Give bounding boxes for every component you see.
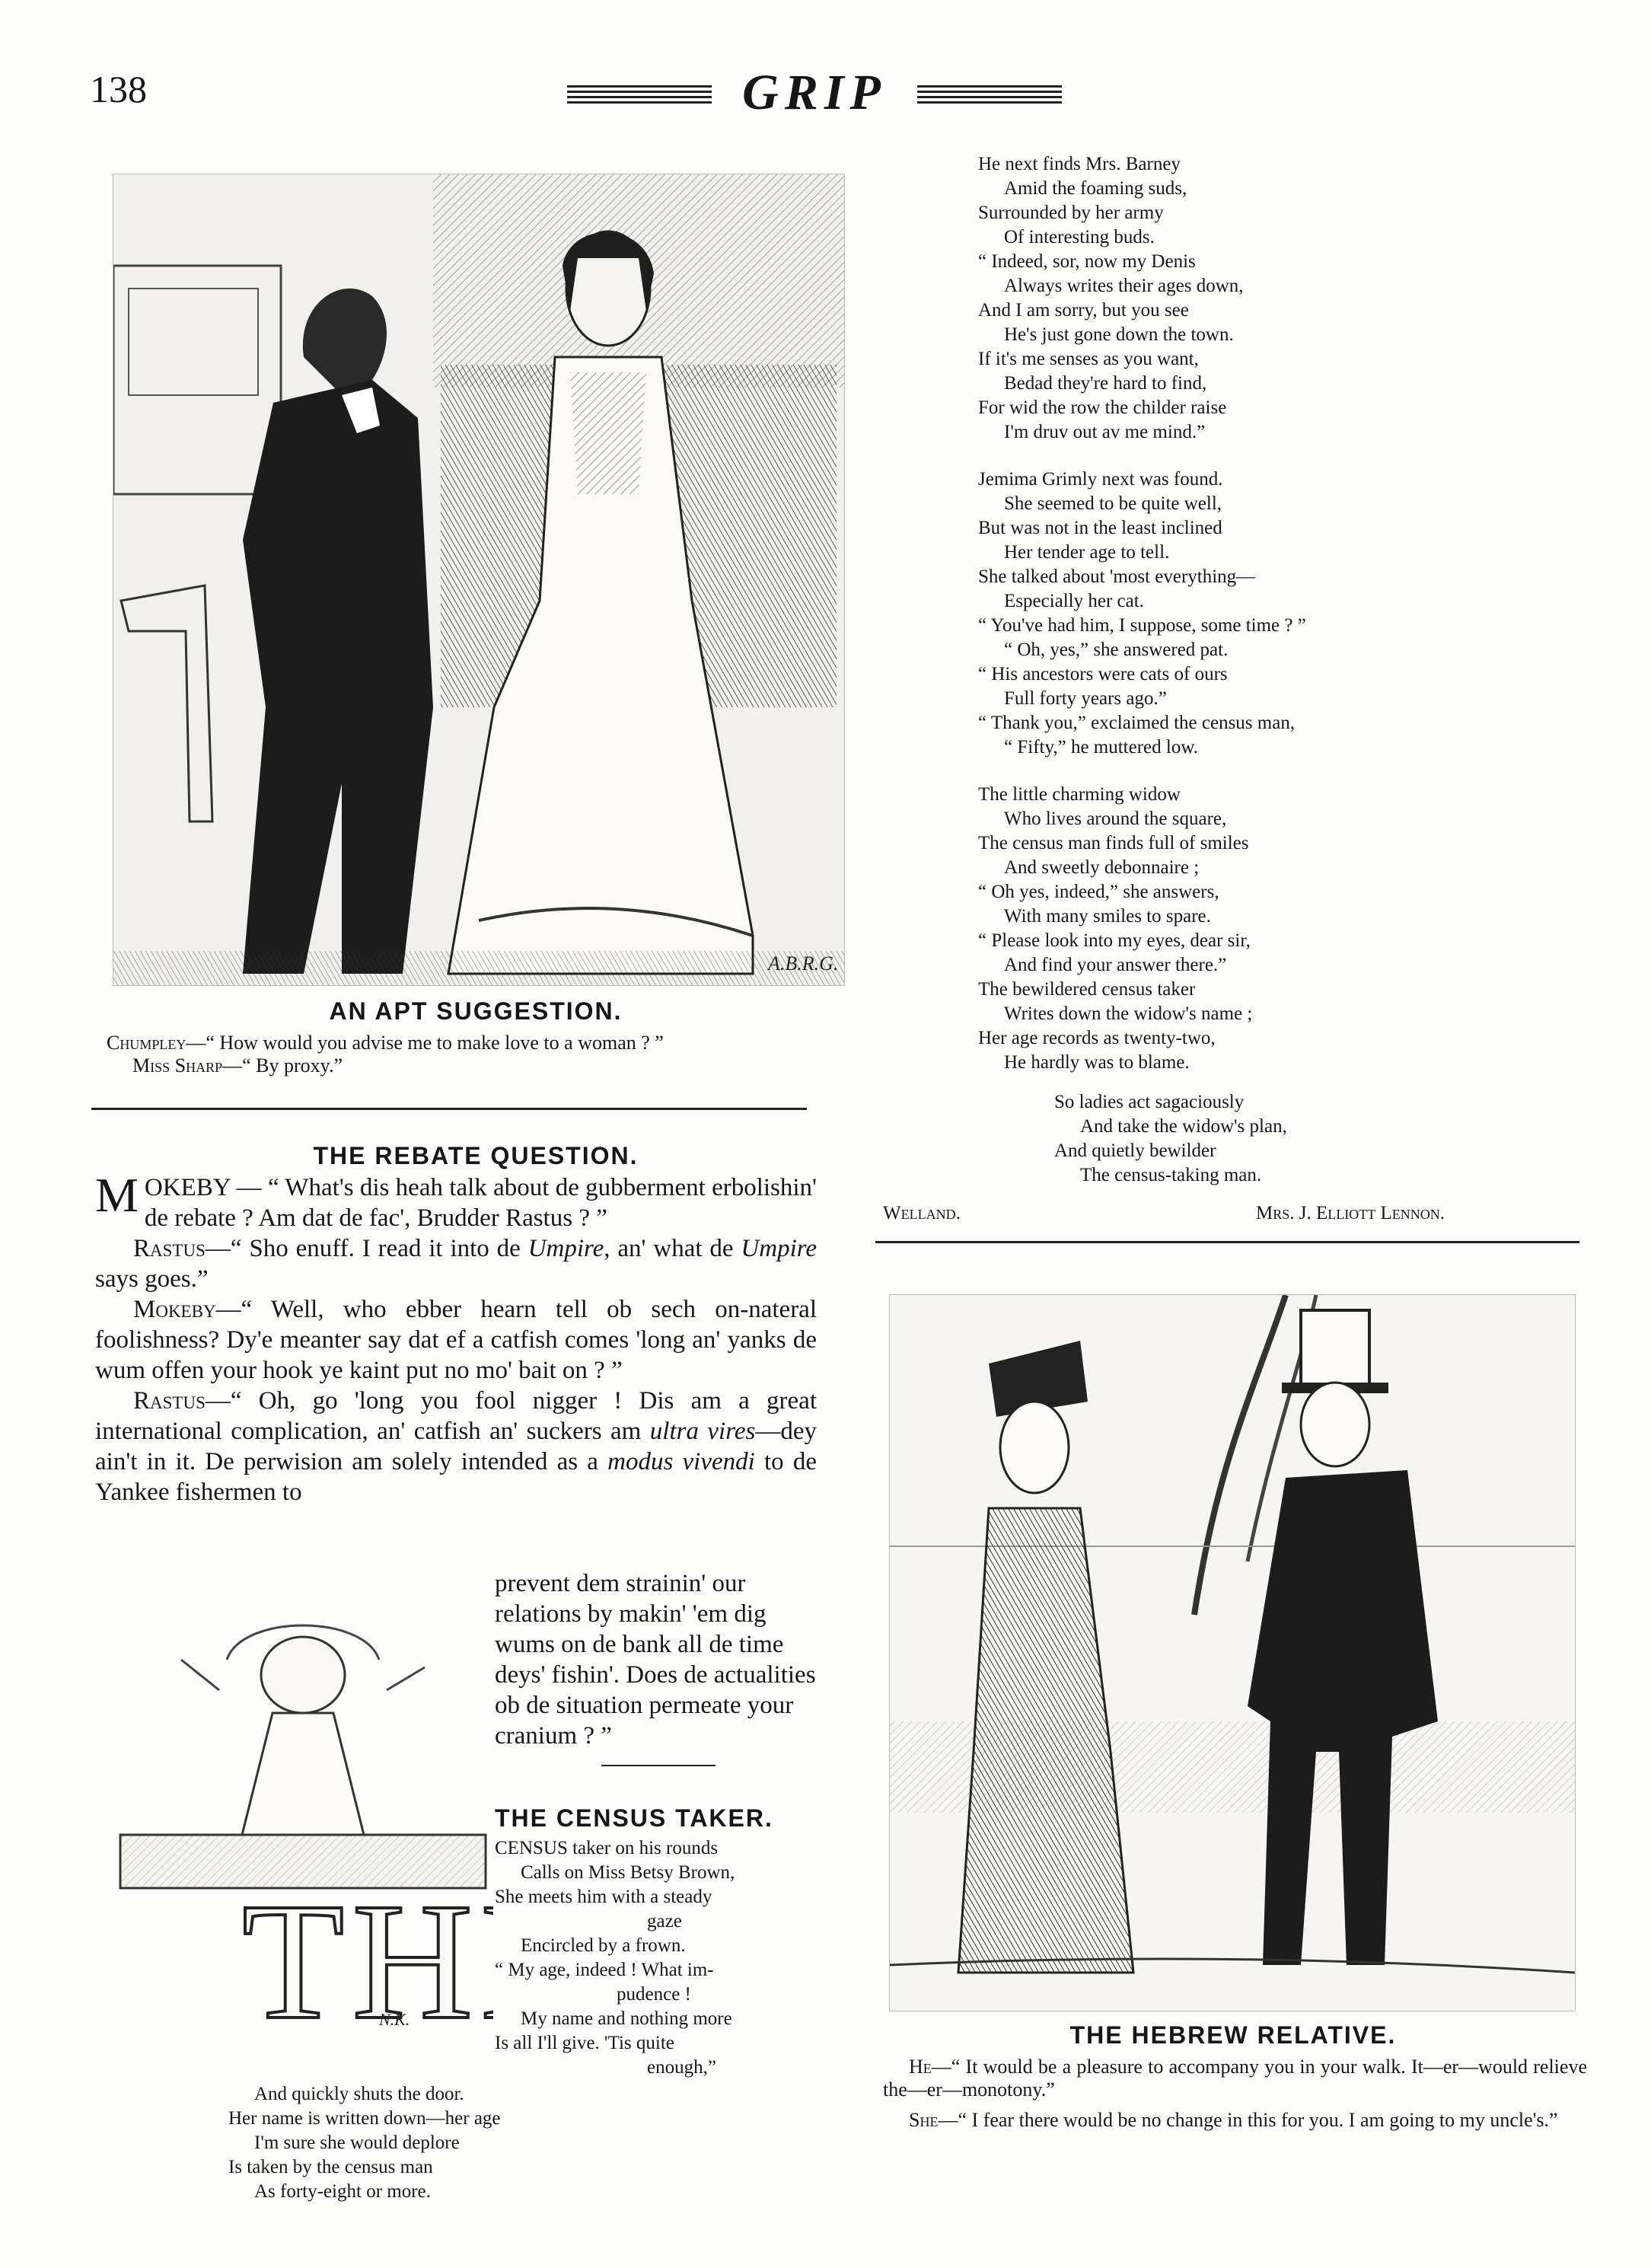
- census-line: The little charming widow: [978, 784, 1181, 805]
- right-column-divider: [875, 1241, 1579, 1243]
- census-line: pudence !: [617, 1984, 691, 2005]
- census-verse-right: [495, 1836, 830, 2080]
- census-line: “ Oh yes, indeed,” she answers,: [978, 882, 1219, 902]
- census-line: My name and nothing more: [521, 2008, 732, 2029]
- census-stanza-3: [978, 467, 1572, 760]
- census-taker-heading: THE CENSUS TAKER.: [495, 1804, 773, 1832]
- apt-suggestion-heading: AN APT SUGGESTION.: [329, 997, 623, 1025]
- hebrew-speaker-she: She: [909, 2109, 939, 2131]
- census-stanza-4: [978, 783, 1572, 1075]
- census-line: But was not in the least inclined: [978, 518, 1222, 538]
- census-line: And quietly bewilder: [1054, 1140, 1216, 1161]
- census-divider: [601, 1765, 716, 1766]
- census-place: Welland.: [883, 1203, 961, 1223]
- rebate-modus-vivendi: modus vivendi: [607, 1448, 755, 1475]
- census-line: Is taken by the census man: [228, 2157, 433, 2177]
- census-line: Is all I'll give. 'Tis quite: [495, 2033, 674, 2053]
- census-line: He's just gone down the town.: [1004, 324, 1234, 345]
- census-verse-column-2: [978, 152, 1572, 1188]
- census-line: If it's me senses as you want,: [978, 349, 1199, 369]
- census-line: Her tender age to tell.: [1004, 542, 1170, 563]
- rebate-dropcap: M: [95, 1168, 139, 1222]
- census-line: Who lives around the square,: [1004, 809, 1227, 829]
- hebrew-line-2: —“ I fear there would be no change in this for you. I am going to my uncle's.”: [938, 2109, 1558, 2131]
- census-stanza-2: [978, 152, 1572, 445]
- census-line: Her name is written down—her age: [228, 2108, 501, 2129]
- census-line: gaze: [647, 1911, 682, 1931]
- apt-line-1: —“ How would you advise me to make love to a woman ? ”: [186, 1032, 664, 1054]
- census-line: And take the widow's plan,: [1080, 1116, 1287, 1137]
- census-line: Calls on Miss Betsy Brown,: [521, 1862, 735, 1883]
- census-line: So ladies act sagaciously: [1054, 1092, 1245, 1112]
- census-line: Encircled by a frown.: [521, 1935, 686, 1956]
- rebate-p2-text-3: says goes.”: [95, 1265, 209, 1293]
- rebate-question-ending: prevent dem strainin' our relations by makin' 'em dig wums on de bank all de time deys' fishin'. Does de actualities ob de situation permeate your cranium ? ”: [495, 1570, 816, 1750]
- hebrew-line-1: —“ It would be a pleasure to accompany you in your walk. It—er—would relieve the—er—monotony.”: [883, 2056, 1587, 2101]
- census-line: Full forty years ago.”: [1004, 688, 1167, 709]
- census-line: Writes down the widow's name ;: [1004, 1003, 1253, 1024]
- rebate-p2-text: —“ Sho enuff. I read it into de: [205, 1235, 528, 1262]
- hebrew-relative-heading: THE HEBREW RELATIVE.: [1069, 2021, 1397, 2049]
- census-line: Bedad they're hard to find,: [1004, 373, 1207, 394]
- census-illustration-signature: N.K.: [379, 2010, 410, 2029]
- census-line: And quickly shuts the door.: [254, 2084, 464, 2104]
- census-line: I'm druv out av me mind.”: [1004, 422, 1206, 442]
- rebate-paragraph-1: OKEBY — “ What's dis heah talk about de gubberment erbolishin' de rebate ? Am dat de fac', Brudder Rastus ? ”: [144, 1174, 817, 1232]
- census-line: The census-taking man.: [1080, 1165, 1262, 1185]
- census-line: Surrounded by her army: [978, 203, 1164, 223]
- census-line: “ Indeed, sor, now my Denis: [978, 251, 1196, 272]
- census-line: With many smiles to spare.: [1004, 906, 1211, 927]
- masthead: [567, 65, 1062, 123]
- census-line: For wid the row the childer raise: [978, 397, 1227, 418]
- rebate-p4-text: —“ Oh, go 'long you fool nigger ! Dis am a great international complication, an' catfish an' suckers am: [95, 1387, 817, 1445]
- section-divider: [91, 1108, 807, 1110]
- apt-suggestion-illustration: [113, 174, 845, 986]
- census-line: She talked about 'most everything—: [978, 566, 1256, 587]
- census-line: Especially her cat.: [1004, 591, 1144, 611]
- census-line: Her age records as twenty-two,: [978, 1028, 1216, 1048]
- rebate-speaker-rastus: Rastus: [133, 1235, 206, 1262]
- rebate-umpire-2: Umpire: [741, 1235, 818, 1262]
- census-line: “ His ancestors were cats of ours: [978, 664, 1228, 684]
- rebate-p4-text-2: —dey ain't in it. De perwision am solely intended as a: [95, 1418, 817, 1475]
- rebate-question-heading: THE REBATE QUESTION.: [313, 1142, 639, 1169]
- census-line: And I am sorry, but you see: [978, 300, 1189, 321]
- census-line: “ You've had him, I suppose, some time ? ”: [978, 615, 1306, 636]
- rebate-p4-text-3: to de Yankee fishermen to: [95, 1448, 817, 1506]
- page-number: 138: [90, 68, 147, 110]
- hebrew-relative-caption: [883, 2056, 1587, 2132]
- census-line: And sweetly debonnaire ;: [1004, 857, 1200, 878]
- census-author: Mrs. J. Elliott Lennon.: [1256, 1203, 1445, 1223]
- masthead-rule-left: [567, 85, 712, 105]
- rebate-umpire-1: Umpire: [527, 1235, 604, 1262]
- rebate-question-body: [95, 1168, 818, 1507]
- census-line: As forty-eight or more.: [254, 2181, 431, 2202]
- census-line: She seemed to be quite well,: [1004, 493, 1222, 514]
- census-line: “ Please look into my eyes, dear sir,: [978, 930, 1251, 951]
- census-line: I'm sure she would deplore: [254, 2132, 460, 2153]
- apt-speaker-1: Chumpley: [107, 1032, 186, 1054]
- census-line: The census man finds full of smiles: [978, 833, 1249, 853]
- rebate-paragraph-3: —“ Well, who ebber hearn tell ob sech on-nateral foolishness? Dy'e meanter say dat ef a catfish comes 'long an' yanks de wum offen your hook ye kaint put no mo' bait on ? ”: [95, 1296, 817, 1384]
- census-verse-bottom: [228, 2082, 609, 2204]
- census-initial-illustration: [113, 1614, 493, 2033]
- rebate-speaker-mokeby: Mokeby: [133, 1296, 216, 1323]
- rebate-ultra-vires: ultra vires: [649, 1418, 756, 1445]
- masthead-rule-right: [917, 85, 1062, 105]
- apt-illustration-signature: A.B.R.G.: [768, 952, 839, 975]
- census-line: He hardly was to blame.: [1004, 1052, 1190, 1073]
- census-line: “ Oh, yes,” she answered pat.: [1004, 640, 1229, 660]
- census-line: Of interesting buds.: [1004, 227, 1155, 247]
- apt-line-2: —“ By proxy.”: [222, 1054, 343, 1077]
- census-line: “ Fifty,” he muttered low.: [1004, 737, 1199, 758]
- census-line: “ Thank you,” exclaimed the census man,: [978, 713, 1296, 733]
- census-line: Amid the foaming suds,: [1004, 178, 1187, 199]
- census-line: CENSUS taker on his rounds: [495, 1838, 719, 1858]
- apt-speaker-2: Miss Sharp: [132, 1054, 223, 1077]
- rebate-p2-text-2: , an' what de: [604, 1235, 741, 1262]
- hebrew-relative-illustration: [889, 1294, 1576, 2011]
- census-line: Always writes their ages down,: [1004, 276, 1244, 296]
- rebate-speaker-rastus-2: Rastus: [133, 1387, 206, 1415]
- census-line: “ My age, indeed ! What im-: [495, 1960, 714, 1980]
- census-stanza-5: [978, 1090, 1572, 1188]
- census-line: She meets him with a steady: [495, 1887, 712, 1907]
- census-line: The bewildered census taker: [978, 979, 1196, 1000]
- census-line: enough,”: [647, 2057, 716, 2078]
- masthead-title: GRIP: [742, 65, 887, 120]
- census-initial-letters: TH: [242, 1868, 481, 2033]
- census-line: He next finds Mrs. Barney: [978, 154, 1181, 174]
- census-line: Jemima Grimly next was found.: [978, 469, 1223, 490]
- hebrew-speaker-he: He: [909, 2056, 932, 2078]
- census-line: And find your answer there.”: [1004, 955, 1227, 975]
- apt-suggestion-caption: [107, 1032, 851, 1077]
